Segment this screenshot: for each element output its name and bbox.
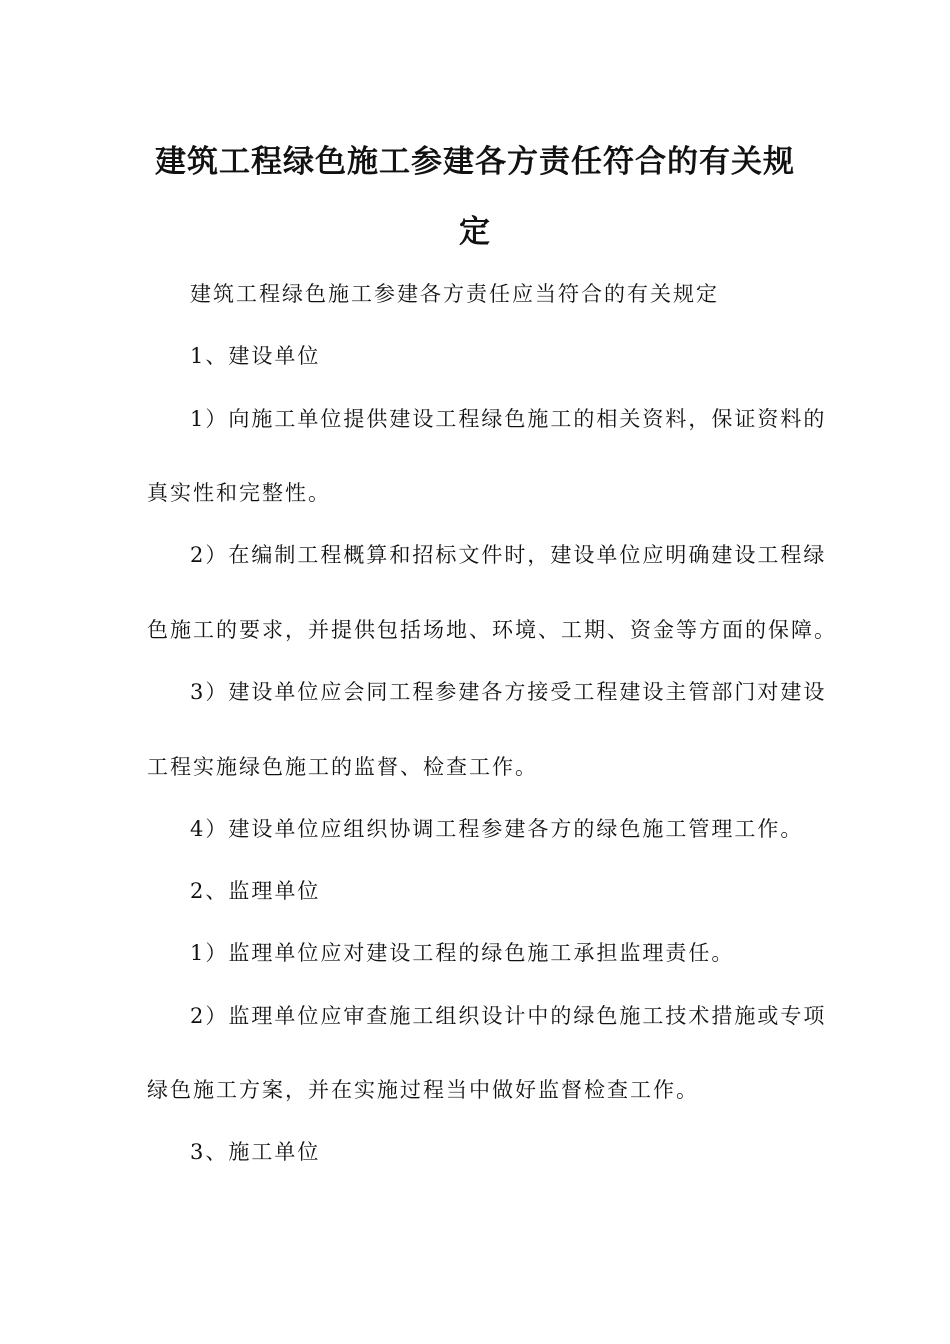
paragraph-line: 1）监理单位应对建设工程的绿色施工承担监理责任。 — [190, 941, 735, 965]
paragraph-line: 工程实施绿色施工的监督、检查工作。 — [147, 755, 538, 779]
paragraph-line: 绿色施工方案，并在实施过程当中做好监督检查工作。 — [147, 1078, 699, 1102]
intro-paragraph: 建筑工程绿色施工参建各方责任应当符合的有关规定 — [190, 282, 719, 306]
paragraph-line: 3）建设单位应会同工程参建各方接受工程建设主管部门对建设 — [190, 680, 827, 704]
paragraph-line: 2）在编制工程概算和招标文件时，建设单位应明确建设工程绿 — [190, 543, 827, 567]
paragraph-line: 2）监理单位应审查施工组织设计中的绿色施工技术措施或专项 — [190, 1004, 827, 1028]
paragraph-line: 4）建设单位应组织协调工程参建各方的绿色施工管理工作。 — [190, 817, 804, 841]
document-title-line-2: 定 — [459, 214, 491, 250]
paragraph-line: 真实性和完整性。 — [147, 481, 331, 505]
section-heading-contractor-unit: 3、施工单位 — [190, 1140, 321, 1164]
section-heading-supervision-unit: 2、监理单位 — [190, 879, 321, 903]
section-heading-construction-unit: 1、建设单位 — [190, 344, 321, 368]
paragraph-line: 色施工的要求，并提供包括场地、环境、工期、资金等方面的保障。 — [147, 618, 837, 642]
paragraph-line: 1）向施工单位提供建设工程绿色施工的相关资料，保证资料的 — [190, 407, 827, 431]
document-title-line-1: 建筑工程绿色施工参建各方责任符合的有关规 — [155, 144, 795, 180]
